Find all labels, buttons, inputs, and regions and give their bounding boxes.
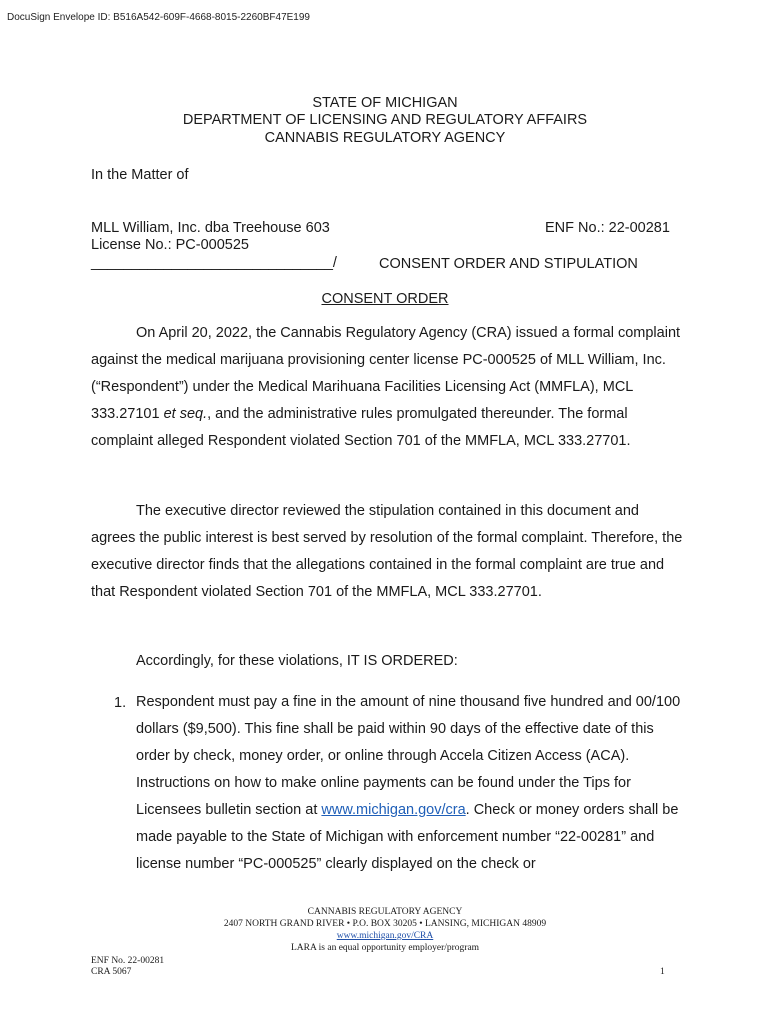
paragraph-complaint-text-1: On April 20, 2022, the Cannabis Regulatory Agency (CRA) issued a formal complaint against the medical marijuana provisioning center license PC-000525 of MLL William, Inc. (“Respondent”) under the Medical Marihuana Facilities Licensing Act (MMFLA), MCL 333.27101 (91, 325, 681, 422)
paragraph-complaint-italic: et seq. (163, 406, 208, 422)
docusign-envelope-id: DocuSign Envelope ID: B516A542-609F-4668-8015-2260BF47E199 (7, 12, 310, 23)
footer-address: 2407 NORTH GRAND RIVER • P.O. BOX 30205 • LANSING, MICHIGAN 48909 (223, 919, 547, 929)
paragraph-finding (91, 498, 686, 606)
list-item-fine-text-2: . Check or money orders shall be made payable to the State of Michigan with enforcement number “22-00281” and license number “PC-000525” clearly displayed on the check or (136, 802, 679, 872)
respondent-name: MLL William, Inc. dba Treehouse 603 (91, 220, 330, 236)
cra-website-link[interactable]: www.michigan.gov/cra (321, 802, 466, 818)
paragraph-ordered (91, 648, 686, 675)
header-department: DEPARTMENT OF LICENSING AND REGULATORY AFFAIRS (182, 112, 588, 128)
list-item-number: 1. (114, 695, 127, 711)
document-type: CONSENT ORDER AND STIPULATION (379, 256, 638, 272)
enf-number: ENF No.: 22-00281 (545, 220, 670, 236)
list-item-fine-text-1: Respondent must pay a fine in the amount of nine thousand five hundred and 00/100 dollars ($9,500). This fine shall be paid within 90 days of the effective date of this order by check, money order, or online through Accela Citizen Access (ACA). Instructions on how to make online payments can be found under the Tips for Licensees bulletin section at (136, 694, 681, 818)
paragraph-complaint-text-2: , and the administrative rules promulgated thereunder. The formal complaint alleged Respondent violated Section 701 of the MMFLA, MCL 333.27701. (91, 406, 631, 449)
paragraph-complaint (91, 320, 686, 455)
footer-form-number: CRA 5067 (91, 967, 132, 977)
list-item-fine (136, 689, 688, 878)
paragraph-finding-text: The executive director reviewed the stipulation contained in this document and agrees the public interest is best served by resolution of the formal complaint. Therefore, the executive director finds that the allegations contained in the formal complaint are true and that Respondent violated Section 701 of the MMFLA, MCL 333.27701. (91, 503, 683, 600)
header-agency: CANNABIS REGULATORY AGENCY (264, 130, 506, 146)
footer-enf-number: ENF No. 22-00281 (91, 956, 165, 966)
footer-block (0, 906, 770, 954)
footer-agency: CANNABIS REGULATORY AGENCY (307, 907, 463, 917)
page-number: 1 (660, 967, 665, 977)
signature-line: ______________________________/ (91, 255, 337, 271)
header-state: STATE OF MICHIGAN (312, 95, 458, 111)
matter-label: In the Matter of (91, 167, 189, 183)
paragraph-ordered-text: Accordingly, for these violations, IT IS ORDERED: (136, 653, 458, 669)
section-title: CONSENT ORDER (321, 291, 449, 307)
license-number: License No.: PC-000525 (91, 237, 249, 253)
footer-equal-opportunity: LARA is an equal opportunity employer/program (290, 943, 480, 953)
footer-website-link[interactable]: www.michigan.gov/CRA (336, 931, 434, 941)
